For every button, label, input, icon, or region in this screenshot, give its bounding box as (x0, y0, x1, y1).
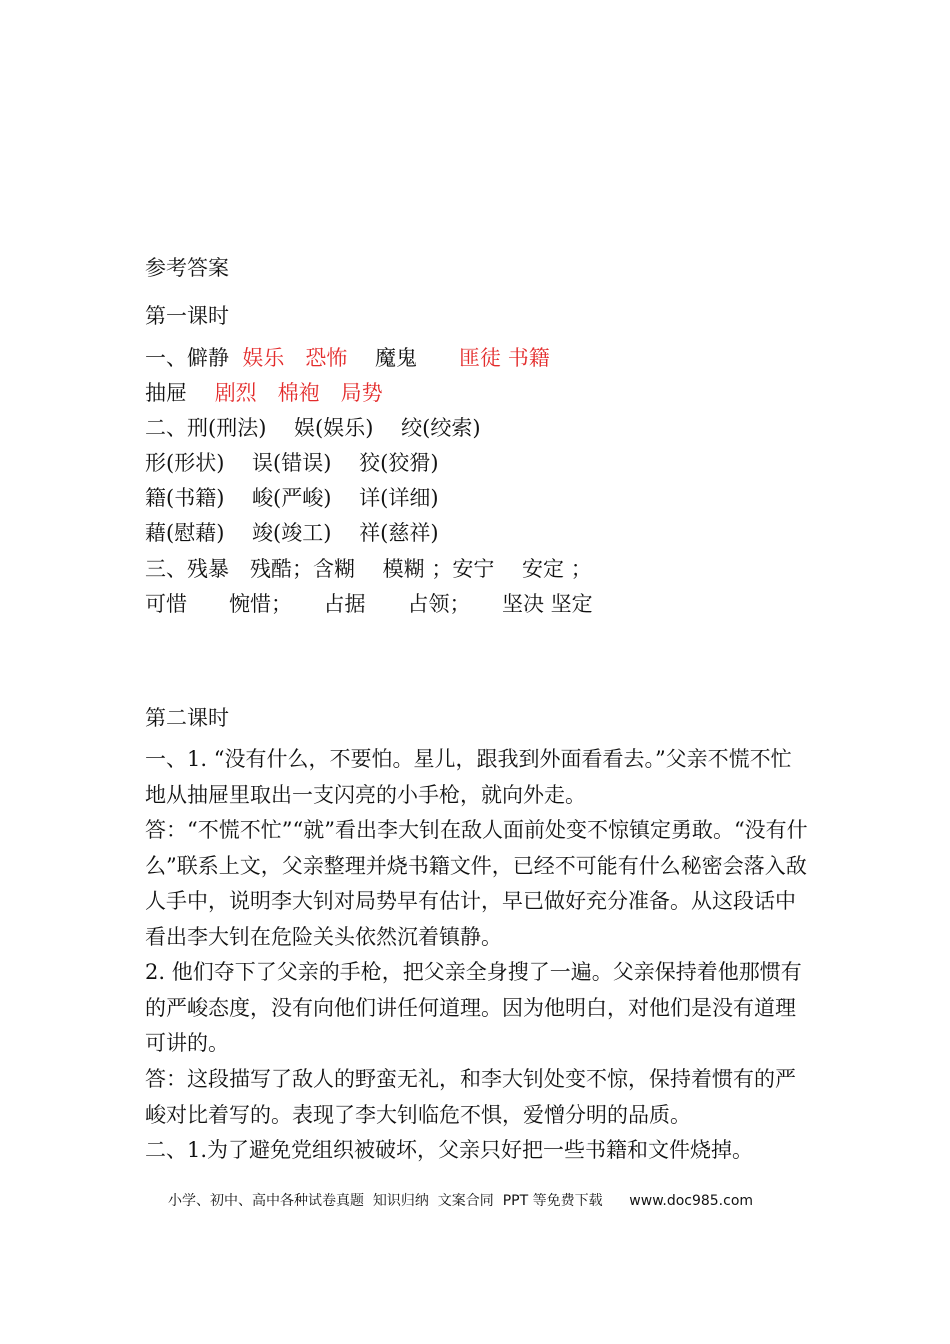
lesson1-q1-line1 (145, 343, 550, 373)
lesson2-paragraph: 一、1. “没有什么，不要怕。星儿，跟我到外面看看去。”父亲不慌不忙地从抽屉里取出一支闪亮的小手枪，就向外走。 (145, 747, 792, 807)
lesson1-q3-line: 三、残暴 残酷；含糊 模糊 ；安宁 安定 ； (145, 557, 592, 581)
q1-red-words-b: 匪徒 书籍 (459, 346, 550, 370)
lesson1-q3-line: 可惜 惋惜； 占据 占领； 坚决 坚定 (145, 592, 593, 616)
q1-line2-prefix: 抽屉 (145, 381, 187, 405)
lesson1-q1-line2 (145, 378, 383, 408)
lesson2-paragraph: 二、1.为了避免党组织被破坏，父亲只好把一些书籍和文件烧掉。 (145, 1138, 754, 1162)
footer-url[interactable]: www.doc985.com (629, 1193, 754, 1209)
lesson2-paragraph: 2. 他们夺下了父亲的手枪，把父亲全身搜了一遍。父亲保持着他那惯有的严峻态度，没有向他们讲任何道理。因为他明白，对他们是没有道理可讲的。 (145, 960, 802, 1055)
q1-black-word: 魔鬼 (375, 346, 418, 370)
q1-red-words-a: 娱乐 恐怖 (242, 346, 348, 370)
page-footer (168, 1191, 753, 1211)
lesson1-q2-line: 二、刑(刑法) 娱(娱乐) 绞(绞索) (145, 416, 481, 440)
lesson2-title: 第二课时 (145, 706, 229, 730)
footer-text: 小学、初中、高中各种试卷真题 知识归纳 文案合同 PPT 等免费下载 (168, 1193, 603, 1209)
lesson1-title: 第一课时 (145, 304, 229, 328)
answer-heading: 参考答案 (145, 256, 229, 280)
lesson1-q2-line: 籍(书籍) 峻(严峻) 详(详细) (145, 486, 439, 510)
lesson2-paragraph: 答：“不慌不忙”“就”看出李大钊在敌人面前处变不惊镇定勇敢。“没有什么”联系上文，父亲整理并烧书籍文件，已经不可能有什么秘密会落入敌人手中，说明李大钊对局势早有估计，早已做好充分准备。从这段话中看出李大钊在危险关头依然沉着镇静。 (145, 818, 808, 949)
q1-prefix: 一、僻静 (145, 346, 229, 370)
lesson2-paragraph: 答：这段描写了敌人的野蛮无礼，和李大钊处变不惊，保持着惯有的严峻对比着写的。表现了李大钊临危不惧，爱憎分明的品质。 (145, 1067, 796, 1127)
lesson1-q2-line: 形(形状) 误(错误) 狡(狡猾) (145, 451, 439, 475)
lesson1-q2-line: 藉(慰藉) 竣(竣工) 祥(慈祥) (145, 521, 439, 545)
q1-line2-red-words: 剧烈 棉袍 局势 (214, 381, 383, 405)
